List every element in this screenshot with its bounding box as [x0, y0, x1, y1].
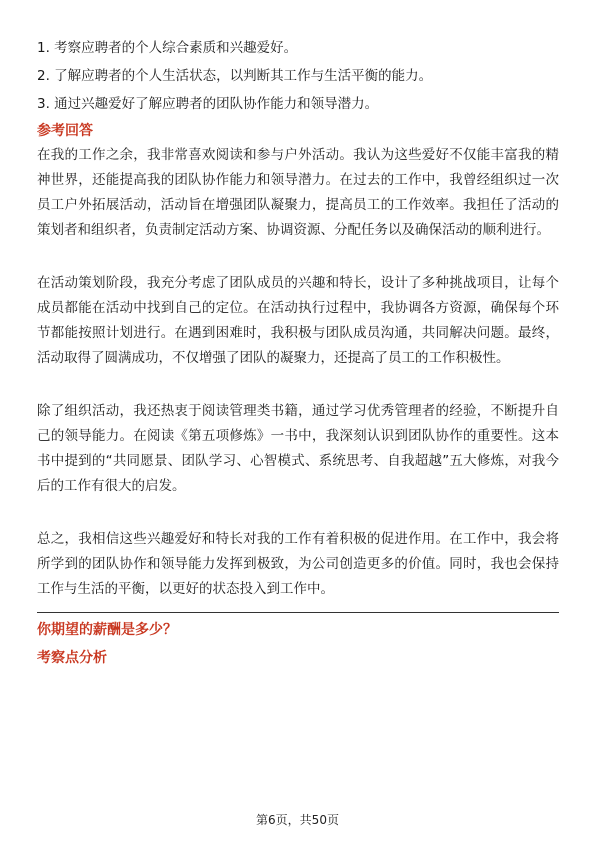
next-question-heading: 你期望的薪酬是多少？: [37, 622, 177, 638]
assessment-points: [37, 36, 559, 117]
reference-answer-heading: 参考回答: [37, 123, 93, 139]
answer-paragraph-2: 在活动策划阶段，我充分考虑了团队成员的兴趣和特长，设计了多种挑战项目，让每个成员都能在活动中找到自己的定位。在活动执行过程中，我协调各方资源，确保每个环节都能按照计划进行。在遇到困难时，我积极与团队成员沟通，共同解决问题。最终，活动取得了圆满成功，不仅增强了团队的凝聚力，还提高了员工的工作积极性。: [37, 275, 559, 366]
page-number-footer: 第6页，共50页: [256, 813, 339, 827]
answer-paragraph-1: 在我的工作之余，我非常喜欢阅读和参与户外活动。我认为这些爱好不仅能丰富我的精神世界，还能提高我的团队协作能力和领导潜力。在过去的工作中，我曾经组织过一次员工户外拓展活动，活动旨在增强团队凝聚力，提高员工的工作效率。我担任了活动的策划者和组织者，负责制定活动方案、协调资源、分配任务以及确保活动的顺利进行。: [37, 147, 559, 238]
answer-paragraph-4: 总之，我相信这些兴趣爱好和特长对我的工作有着积极的促进作用。在工作中，我会将所学到的团队协作和领导能力发挥到极致，为公司创造更多的价值。同时，我也会保持工作与生活的平衡，以更好的状态投入到工作中。: [37, 531, 559, 597]
assessment-point-2: 2. 了解应聘者的个人生活状态，以判断其工作与生活平衡的能力。: [37, 68, 433, 84]
analysis-heading: 考察点分析: [37, 650, 107, 666]
section-divider: [37, 612, 559, 613]
assessment-point-1: 1. 考察应聘者的个人综合素质和兴趣爱好。: [37, 40, 298, 56]
page-content: [37, 36, 559, 675]
answer-paragraph-3: 除了组织活动，我还热衷于阅读管理类书籍，通过学习优秀管理者的经验，不断提升自己的领导能力。在阅读《第五项修炼》一书中，我深刻认识到团队协作的重要性。这本书中提到的“共同愿景、团队学习、心智模式、系统思考、自我超越”五大修炼，对我今后的工作有很大的启发。: [37, 403, 559, 494]
assessment-point-3: 3. 通过兴趣爱好了解应聘者的团队协作能力和领导潜力。: [37, 96, 379, 112]
